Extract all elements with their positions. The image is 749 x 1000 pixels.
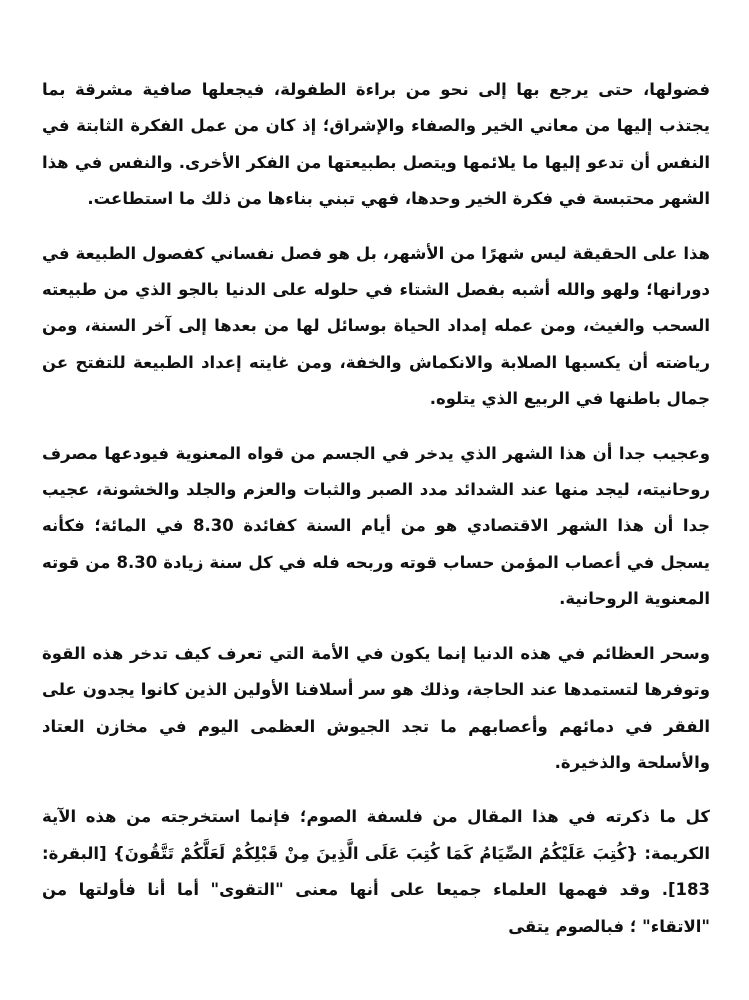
paragraph-5: كل ما ذكرته في هذا المقال من فلسفة الصوم؛ فإنما استخرجته من هذه الآية الكريمة: {كُتِبَ عَلَيْكُمُ الصِّيَامُ كَمَا كُتِبَ عَلَى الَّذِينَ مِنْ قَبْلِكُمْ لَعَلَّكُمْ تَتَّقُونَ} [البقرة: 183]. وقد فهمها العلماء جميعا على أنها معنى "التقوى" أما أنا فأولتها من "الاتقاء" ؛ فبالصوم يتقى: [42, 807, 710, 936]
paragraph-2: هذا على الحقيقة ليس شهرًا من الأشهر، بل هو فصل نفساني كفصول الطبيعة في دورانها؛ ولهو والله أشبه بفصل الشتاء في حلوله على الدنيا بالجو الذي من طبيعته السحب والغيث، ومن عمله إمداد الحياة بوسائل لها من بعدها إلى آخر السنة، ومن رياضته أن يكسبها الصلابة والانكماش والخفة، ومن غايته إعداد الطبيعة للتفتح عن جمال باطنها في الربيع الذي يتلوه.: [42, 243, 710, 409]
paragraph-1: فضولها، حتى يرجع بها إلى نحو من براءة الطفولة، فيجعلها صافية مشرقة بما يجتذب إليها من معاني الخير والصفاء والإشراق؛ إذ كان من عمل الفكرة الثابتة في النفس أن تدعو إليها ما يلائمها ويتصل بطبيعتها من الفكر الأخرى. والنفس في هذا الشهر محتبسة في فكرة الخير وحدها، فهي تبني بناءها من ذلك ما استطاعت.: [42, 80, 710, 209]
paragraph-4: وسحر العظائم في هذه الدنيا إنما يكون في الأمة التي تعرف كيف تدخر هذه القوة وتوفرها لتستمدها عند الحاجة، وذلك هو سر أسلافنا الأولين الذين كانوا يجدون على الفقر في دمائهم وأعصابهم ما تجد الجيوش العظمى اليوم في مخازن العتاد والأسلحة والذخيرة.: [42, 643, 710, 772]
document-page: [42, 72, 710, 945]
paragraph-3: وعجيب جدا أن هذا الشهر الذي يدخر في الجسم من قواه المعنوية فيودعها مصرف روحانيته، ليجد منها عند الشدائد مدد الصبر والثبات والعزم والجلد والخشونة، عجيب جدا أن هذا الشهر الاقتصادي هو من أيام السنة كفائدة 8.30 في المائة؛ فكأنه يسجل في أعصاب المؤمن حساب قوته وربحه فله في كل سنة زيادة 8.30 من قوته المعنوية الروحانية.: [42, 443, 711, 609]
